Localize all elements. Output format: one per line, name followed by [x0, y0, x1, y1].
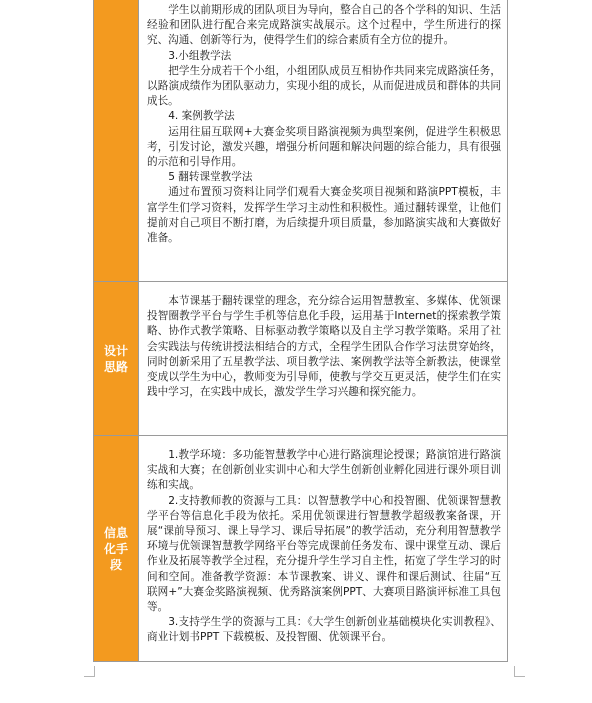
paragraph: 3.支持学生学的资源与工具：《大学生创新创业基础模块化实训教程》、商业计划书PPT 下载模板、及投智圈、优领课平台。 — [147, 616, 501, 644]
method-heading: 5 翻转课堂教学法 — [168, 171, 253, 184]
lesson-plan-table — [93, 0, 508, 662]
row-label: 信息化手段 — [103, 525, 128, 572]
page-margin-corner-mark — [514, 666, 525, 677]
method-heading: 3.小组教学法 — [168, 49, 232, 62]
design-idea-row — [94, 281, 507, 435]
row-content-cell — [139, 0, 507, 281]
paragraph: 通过布置预习资料让同学们观看大赛金奖项目视频和路演PPT模板，丰富学生们学习资料，发挥学生学习主动性和积极性。通过翻转课堂，让他们提前对自己项目不断打磨，为后续提升项目质量，参加路演实战和大赛做好准备。 — [147, 186, 501, 245]
paragraph: 运用往届互联网+大赛金奖项目路演视频为典型案例，促进学生积极思考，引发讨论，激发兴趣，增强分析问题和解决问题的综合能力，具有很强的示范和引导作用。 — [147, 125, 501, 169]
row-label: 设计思路 — [103, 343, 128, 374]
paragraph: 1.教学环境：多功能智慧教学中心进行路演理论授课；路演馆进行路演实战和大赛；在创新创业实训中心和大学生创新创业孵化园进行课外项目训练和实战。 — [147, 449, 501, 492]
method-heading: 4. 案例教学法 — [168, 110, 235, 123]
row-label-cell — [94, 0, 139, 281]
paragraph: 本节课基于翻转课堂的理念，充分综合运用智慧教室、多媒体、优领课投智圈教学平台与学生手机等信息化手段，运用基于Internet的探索教学策略、协作式教学策略、目标驱动教学策略以及自主学习教学策略。采用了社会实践法与传统讲授法相结合的方式，全程学生团队合作学习法贯穿始终，同时创新采用了五星教学法、项目教学法、案例教学法等全新教法，使课堂变成以学生为中心，教师变为引导师，使教与学交互更灵活，使学生们在实践中学习，在实践中成长，激发学生学习兴趣和探究能力。 — [147, 295, 501, 399]
paragraph: 2.支持教师教的资源与工具：以智慧教学中心和投智圈、优领课智慧教学平台等信息化手段为依托。采用优领课进行智慧教学超级教案备课，开展“课前导预习、课上导学习、课后导拓展”的教学活动，充分利用智慧教学环境与优领课智慧教学网络平台等完成课前任务发布、课中课堂互动、课后作业及拓展等教学全过程，充分提升学生学习自主性，拓宽了学生学习的时间和空间。准备教学资源：本节课教案、讲义、课件和课后测试、往届“互联网+”大赛金奖路演视频、优秀路演案例PPT、大赛项目路演评标准工具包等。 — [147, 494, 501, 614]
informatization-row — [94, 435, 507, 661]
row-content-cell — [139, 436, 507, 661]
teaching-methods-row — [94, 0, 507, 281]
row-label-cell — [94, 282, 139, 435]
page-margin-corner-mark — [84, 666, 95, 677]
row-content-cell — [139, 282, 507, 435]
row-label-cell — [94, 436, 139, 661]
paragraph: 把学生分成若干个小组，小组团队成员互相协作共同来完成路演任务，以路演成绩作为团队驱动力，实现小组的成长，从而促进成员和群体的共同成长。 — [147, 64, 501, 108]
paragraph: 学生以前期形成的团队项目为导向，整合自己的各个学科的知识、生活经验和团队进行配合来完成路演实战展示。这个过程中，学生所进行的探究、沟通、创新等行为，使得学生们的综合素质有全方位的提升。 — [147, 4, 501, 47]
